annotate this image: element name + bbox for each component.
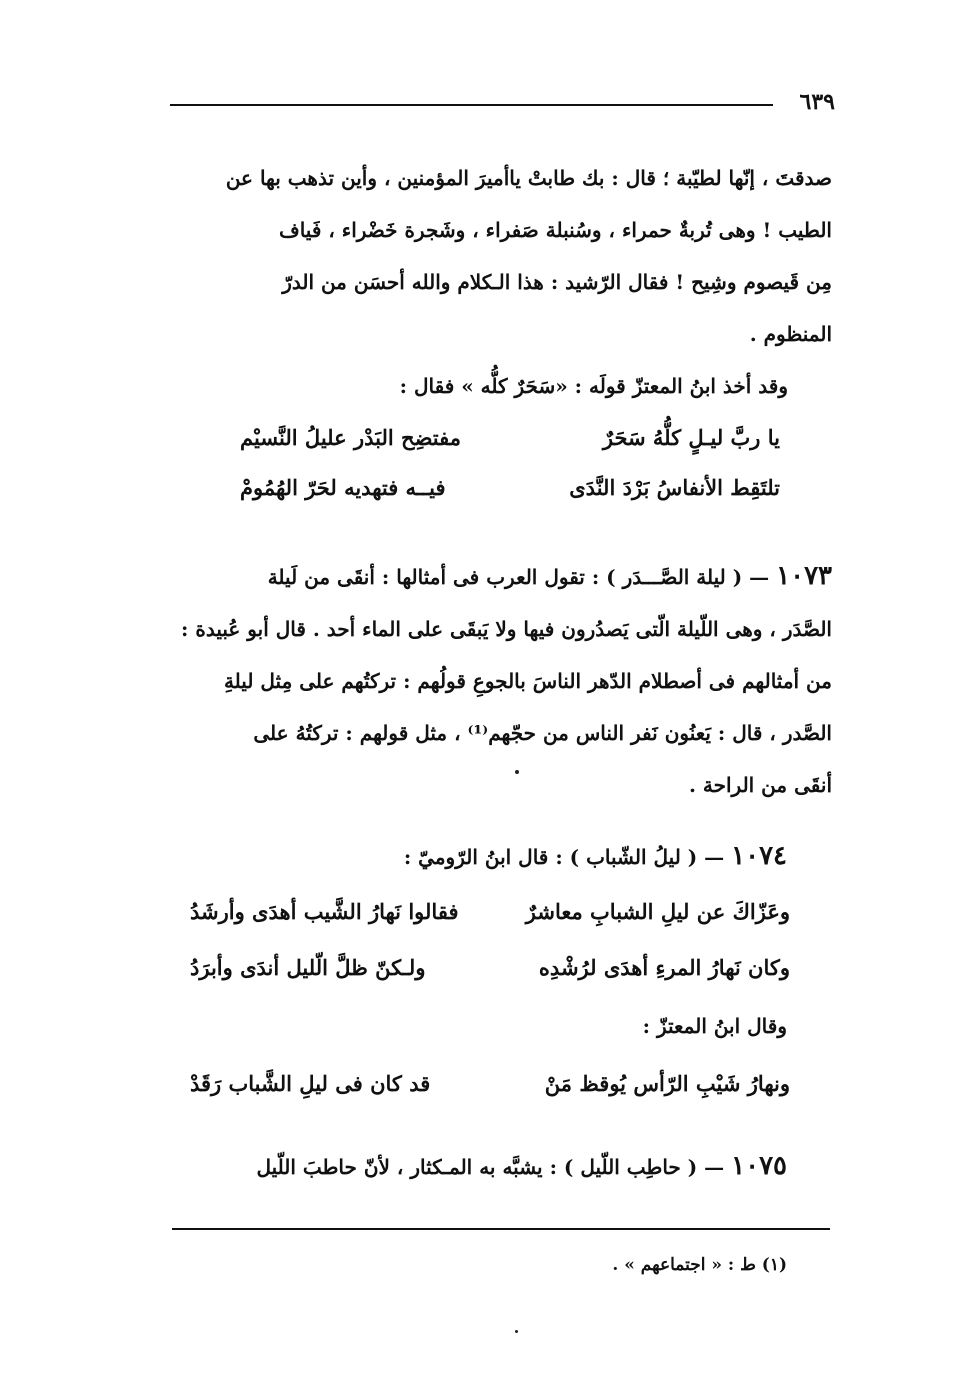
verse-first-hemistich: وعَزّاكَ عن ليلِ الشبابِ معاشرٌ — [525, 899, 790, 924]
text-line: الصَّدر ، قال : يَعنُون نَفر الناس من حجّهم⁽¹⁾ ، مثل قولهم : تركتُهُ على — [253, 721, 832, 745]
header-rule — [170, 104, 773, 106]
text-line: المنظوم . — [749, 322, 832, 346]
verse-second-hemistich: مفتضِح البَدْر عليلُ النَّسيْم — [240, 425, 461, 450]
verse-first-hemistich: وكان نَهارُ المرءِ أهدَى لرُشْدِه — [538, 955, 790, 980]
entry-1073 — [172, 550, 832, 811]
text-line: الصَّدَر ، وهى اللّيلة الّتى يَصدُرون فيها ولا يَبقَى على الماء أحد . قال أبو عُبيدة : — [181, 617, 832, 641]
verse-second-hemistich: فقالوا نَهارُ الشَّيب أهدَى وأرشَدُ — [190, 899, 459, 924]
verse-second-hemistich: قد كان فى ليلِ الشَّباب رَقَدْ — [190, 1071, 431, 1096]
footnote-rule — [172, 1228, 830, 1230]
quote-intro — [172, 1000, 787, 1052]
print-speck — [515, 1330, 518, 1333]
verse-second-hemistich: فيــه فتهديه لحَرّ الهُمُومْ — [240, 475, 446, 500]
entry-1074-heading — [172, 830, 787, 883]
entry-first-line — [172, 1140, 787, 1193]
verse-line — [190, 886, 790, 938]
verse-first-hemistich: يا ربَّ ليـلٍ كلُّهُ سَحَرٌ — [602, 425, 780, 450]
footnote: (١) ط : « اجتماعهم » . — [612, 1255, 787, 1275]
page-header — [170, 82, 835, 122]
text-line: صدقتَ ، إنّها لطيّبة ؛ قال : بك طابتْ ياأميرَ المؤمنين ، وأين تذهب بها عن — [225, 166, 832, 190]
text-line: وقال ابنُ المعتزّ : — [642, 1014, 787, 1038]
print-speck — [515, 770, 519, 774]
text-line: أنقَى من الراحة . — [688, 773, 832, 797]
verse-line — [240, 412, 780, 464]
paragraph-intro-poem — [172, 360, 832, 412]
verse-line — [190, 942, 790, 994]
text-line: وقد أخذ ابنُ المعتزّ قولَه : «سَحَرٌ كلُّه » فقال : — [399, 374, 788, 398]
verse-first-hemistich: ونهارُ شَيْبِ الرّأس يُوقظ مَنْ — [544, 1071, 790, 1096]
page-number: ٦٣٩ — [799, 89, 835, 115]
entry-1075 — [172, 1140, 787, 1193]
text-line: من أمثالهم فى أصطلام الدّهر الناسَ بالجوعِ قولُهم : تركتُهم على مِثل ليلةِ — [223, 669, 832, 693]
entry-first-line — [172, 550, 832, 603]
entry-heading: — ( ليلُ الشّباب ) : قال ابنُ الرّوميّ : — [403, 845, 725, 869]
entry-number: ١٠٧٥ — [731, 1151, 787, 1181]
text-line: الطيب ! وهى تُربةٌ حمراء ، وسُنبلة صَفراء ، وشَجرة خَضْراء ، فَياف — [278, 218, 832, 242]
entry-heading: — ( ليلة الصَّـــدَر ) : تقول العرب فى أمثالها : أنقَى من لَيلة — [267, 565, 770, 589]
verse-second-hemistich: ولـكنّ ظلَّ الّليل أندَى وأبرَدُ — [190, 955, 426, 980]
entry-number: ١٠٧٤ — [731, 841, 787, 871]
entry-first-line — [172, 830, 787, 883]
entry-heading: — ( حاطِب اللّيل ) : يشبَّه به المـكثار ، لأنّ حاطبَ اللّيل — [256, 1155, 725, 1179]
verse-first-hemistich: تلتَقِط الأنفاسُ بَرْدَ النَّدَى — [569, 475, 780, 500]
verse-line — [240, 462, 780, 514]
verse-line — [190, 1058, 790, 1110]
entry-number: ١٠٧٣ — [776, 561, 832, 591]
text-line: مِن قَيصوم وشِيح ! فقال الرّشيد : هذا الـكلام والله أحسَن من الدرّ — [282, 270, 832, 294]
paragraph-continuation — [172, 152, 832, 360]
